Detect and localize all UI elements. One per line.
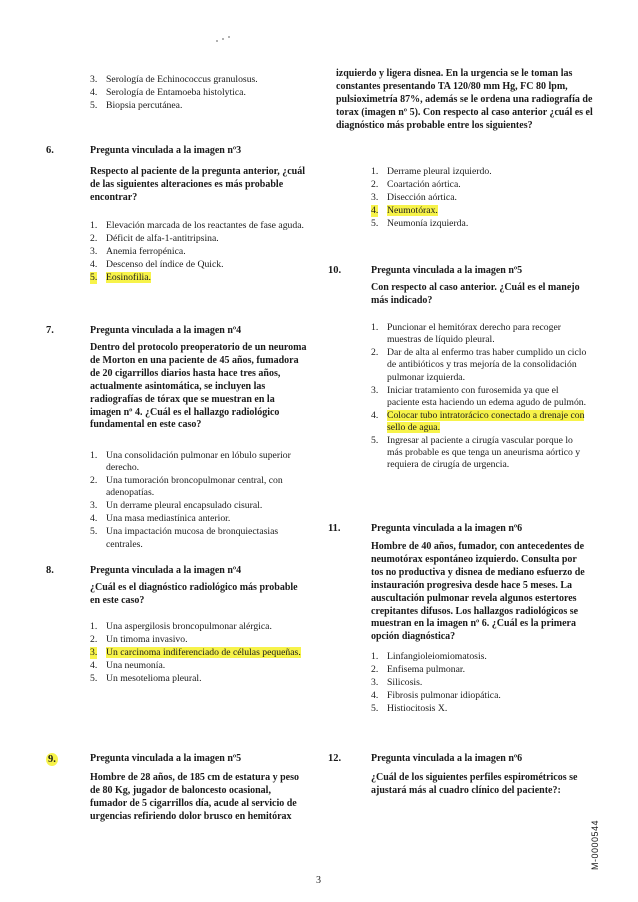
option-1: 1. Una consolidación pulmonar en lóbulo superior derecho.: [90, 450, 291, 474]
question-title: Pregunta vinculada a la imagen nº6: [371, 753, 523, 764]
question-number: 8.: [46, 565, 54, 576]
question-9-stem-continued: izquierdo y ligera disnea. En la urgencia se le toman las constantes presentando TA 120/80 mm Hg, FC 80 lpm, pulsioximetría 87%, además se le ordena una radiografía de torax (imagen nº 5). Con respecto al caso anterior ¿cuál es el diagnóstico más probable entre los siguientes?: [336, 68, 593, 131]
option-4-highlighted: 4. Colocar tubo intratorácico conectado a drenaje con sello de agua.: [371, 409, 585, 434]
question-options: [90, 621, 308, 686]
option-2: 2. Un timoma invasivo.: [90, 634, 188, 645]
q5-option-4: 4. Serología de Entamoeba histolytica.: [90, 87, 246, 98]
question-number: 6.: [46, 145, 54, 156]
question-stem: ¿Cuál de los siguientes perfiles espirométricos se ajustará más al cuadro clínico del paciente?:: [371, 772, 578, 796]
option-3: 3. Un derrame pleural encapsulado cisural.: [90, 500, 263, 512]
option-2: 2. Coartación aórtica.: [371, 179, 461, 190]
question-number-highlighted: 9.: [48, 754, 56, 765]
question-options: [90, 220, 308, 285]
option-4-highlighted: 4. Neumotórax.: [371, 205, 438, 216]
option-5-highlighted: 5. Eosinofilia.: [90, 272, 151, 283]
option-5: 5. Una impactación mucosa de bronquiectasias centrales.: [90, 526, 279, 550]
q5-option-3: 3. Serología de Echinococcus granulosus.: [90, 74, 258, 85]
option-1: 1. Linfangioleiomiomatosis.: [371, 651, 487, 662]
question-number: 12.: [328, 753, 342, 764]
scan-speck: [216, 40, 218, 42]
option-4: 4. Fibrosis pulmonar idiopática.: [371, 690, 501, 701]
option-2: 2. Una tumoración broncopulmonar central, con adenopatías.: [90, 475, 283, 499]
option-5: 5. Ingresar al paciente a cirugía vascular porque lo más probable es que tenga un aneurisma aórtico y requiera de cirugía de urgencia.: [371, 435, 581, 471]
option-4: 4. Descenso del índice de Quick.: [90, 259, 224, 270]
question-title: Pregunta vinculada a la imagen nº6: [371, 523, 523, 534]
question-options: [371, 651, 589, 716]
question-stem: ¿Cuál es el diagnóstico radiológico más probable en este caso?: [90, 582, 298, 606]
option-3: 3. Iniciar tratamiento con furosemida ya que el paciente esta haciendo un edema agudo de pulmón.: [371, 384, 587, 408]
q5-tail-options: [90, 74, 308, 113]
question-stem: Hombre de 28 años, de 185 cm de estatura y peso de 80 Kg, jugador de baloncesto ocasional, fumador de 5 cigarrillos día, acude al servicio de urgencias refiriendo dolor brusco en hemitórax: [90, 772, 299, 822]
question-9-options: [371, 166, 589, 231]
question-title: Pregunta vinculada a la imagen nº5: [90, 753, 242, 764]
question-options: [371, 322, 589, 472]
option-3: 3. Disección aórtica.: [371, 192, 457, 203]
q5-option-5: 5. Biopsia percutánea.: [90, 100, 183, 111]
scan-speck: [222, 38, 224, 40]
option-1: 1. Una aspergilosis broncopulmonar alérgica.: [90, 621, 272, 632]
option-2: 2. Déficit de alfa-1-antitripsina.: [90, 233, 219, 244]
option-3: 3. Anemia ferropénica.: [90, 246, 186, 257]
option-1: 1. Derrame pleural izquierdo.: [371, 166, 492, 177]
side-document-code: M-0000544: [590, 819, 601, 871]
question-number: 7.: [46, 325, 54, 336]
option-1: 1. Elevación marcada de los reactantes de fase aguda.: [90, 220, 304, 231]
question-title: Pregunta vinculada a la imagen nº3: [90, 145, 242, 156]
question-stem: Hombre de 40 años, fumador, con antecedentes de neumotórax espontáneo izquierdo. Consulta por tos no productiva y disnea de mediano esfuerzo de instauración progresiva desde hace 5 meses. La auscultación pulmonar revela algunos estertores crepitantes difusos. Los hallazgos radiológicos se muestran en la imagen nº 6. ¿Cuál es la primera opción diagnóstica?: [371, 541, 585, 643]
option-2: 2. Enfisema pulmonar.: [371, 664, 466, 675]
option-3-highlighted: 3. Un carcinoma indiferenciado de células pequeñas.: [90, 647, 301, 658]
question-number: 10.: [328, 265, 342, 276]
option-5: 5. Un mesotelioma pleural.: [90, 673, 202, 684]
question-stem: Con respecto al caso anterior. ¿Cuál es el manejo más indicado?: [371, 282, 580, 306]
option-3: 3. Silicosis.: [371, 677, 423, 688]
question-number: 11.: [328, 523, 341, 534]
option-5: 5. Neumonía izquierda.: [371, 218, 469, 229]
option-5: 5. Histiocitosis X.: [371, 703, 448, 714]
question-stem: Respecto al paciente de la pregunta anterior, ¿cuál de las siguientes alteraciones es más probable encontrar?: [90, 166, 305, 203]
question-stem: Dentro del protocolo preoperatorio de un neuroma de Morton en una paciente de 45 años, fumadora de 20 cigarrillos diarios hasta hace tres años, actualmente asintomática, se incluyen las radiografías de tórax que se muestran en la imagen nº 4. ¿Cuál es el hallazgo radiológico fundamental en este caso?: [90, 342, 307, 431]
option-4: 4. Una masa mediastínica anterior.: [90, 513, 231, 525]
page-number: 3: [316, 875, 321, 886]
question-options: [90, 450, 308, 552]
question-title: Pregunta vinculada a la imagen nº4: [90, 565, 242, 576]
scan-speck: [228, 36, 230, 38]
option-2: 2. Dar de alta al enfermo tras haber cumplido un ciclo de antibióticos y tras mejoría de la consolidación pulmonar izquierda.: [371, 347, 587, 383]
option-4: 4. Una neumonía.: [90, 660, 166, 671]
option-1: 1. Puncionar el hemitórax derecho para recoger muestras de líquido pleural.: [371, 322, 562, 346]
question-title: Pregunta vinculada a la imagen nº5: [371, 265, 523, 276]
question-title: Pregunta vinculada a la imagen nº4: [90, 325, 242, 336]
